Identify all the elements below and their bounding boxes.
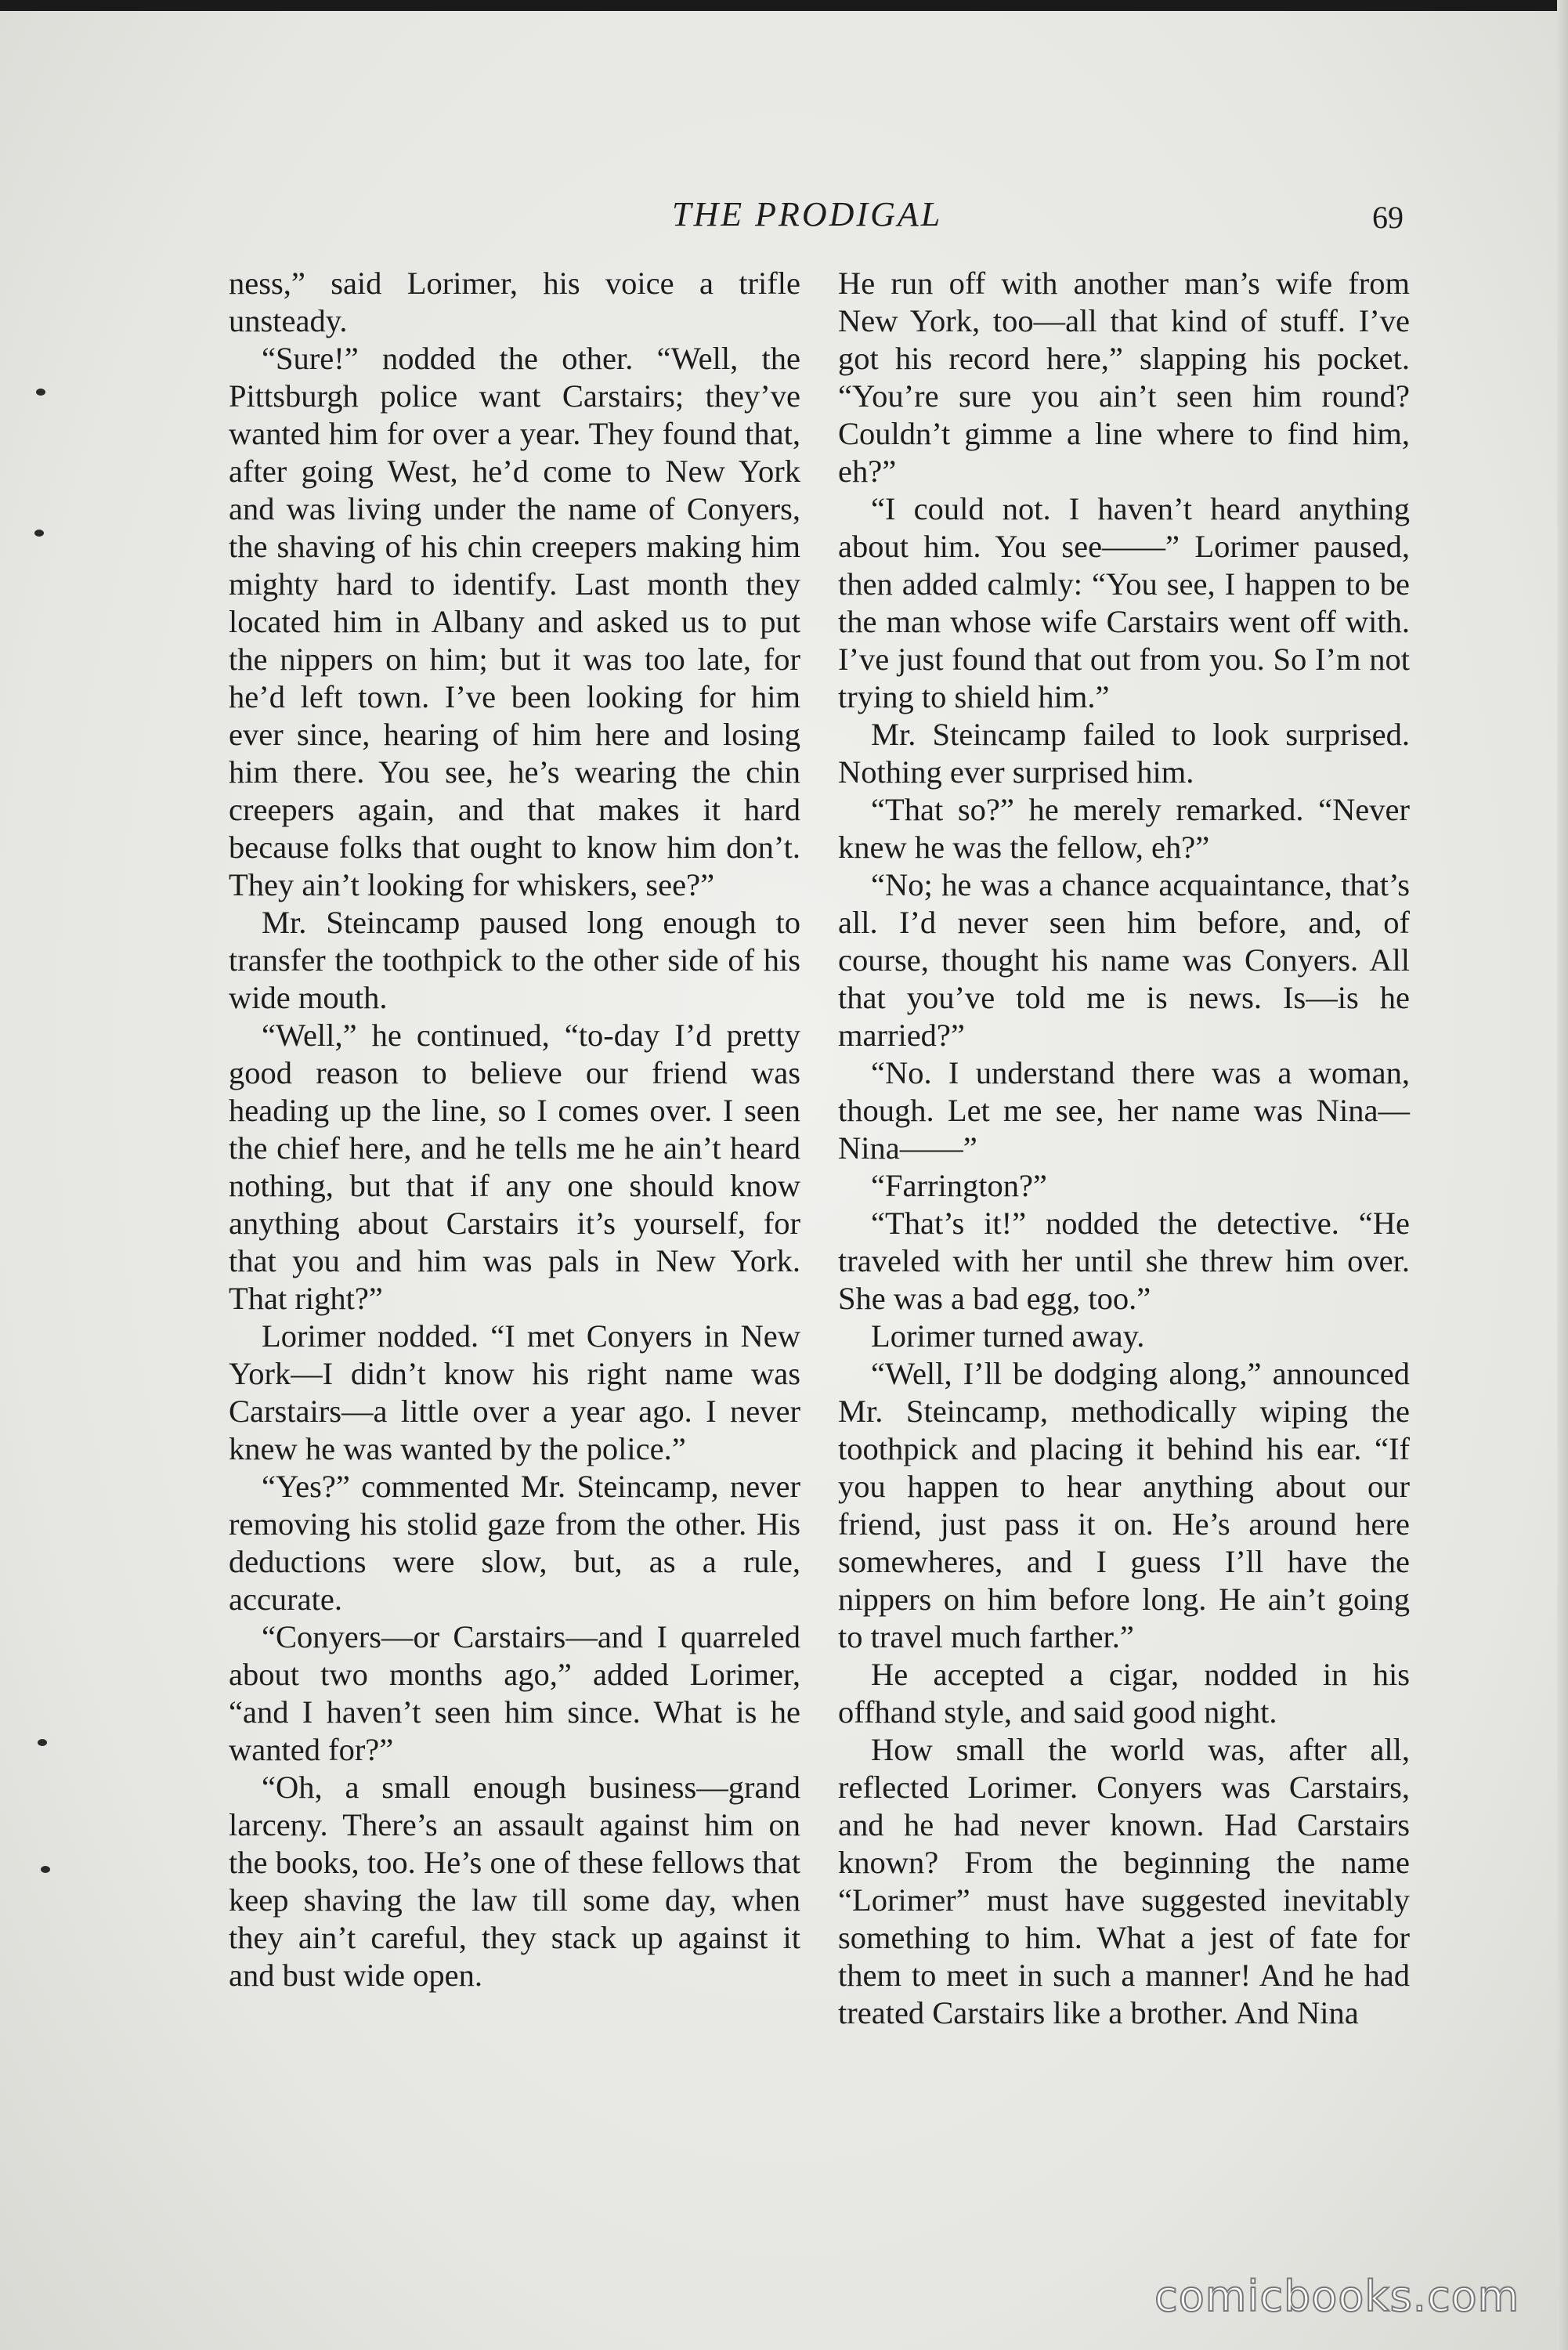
paragraph: Mr. Steincamp failed to look surprised. Nothing ever surprised him.	[838, 717, 1410, 790]
page-right-edge	[1557, 0, 1568, 2350]
paragraph: “No. I understand there was a woman, though. Let me see, her name was Nina—Nina——”	[838, 1055, 1410, 1166]
watermark-logo: comicbooks.com	[1154, 2272, 1520, 2321]
binding-hole-mark	[34, 530, 44, 537]
paragraph: “Farrington?”	[871, 1168, 1047, 1203]
paragraph: “That’s it!” nodded the detective. “He traveled with her until she threw him over. She was a bad egg, too.”	[838, 1206, 1410, 1316]
paragraph: He accepted a cigar, nodded in his offhand style, and said good night.	[838, 1657, 1410, 1730]
paragraph: How small the world was, after all, reflected Lorimer. Conyers was Carstairs, and he had never known. Had Carstairs known? From the beginning the name “Lorimer” must have suggested inevitably something to him. What a jest of fate for them to meet in such a manner! And he had treated Carstairs like a brother. And Nina	[838, 1732, 1410, 2030]
right-column	[838, 265, 1410, 2032]
paragraph: “Well,” he continued, “to-day I’d pretty good reason to believe our friend was heading up the line, so I comes over. I seen the chief here, and he tells me he ain’t heard nothing, but that if any one should know anything about Carstairs it’s yourself, for that you and him was pals in New York. That right?”	[229, 1018, 800, 1316]
paragraph: “Conyers—or Carstairs—and I quarreled about two months ago,” added Lorimer, “and I haven’t seen him since. What is he wanted for?”	[229, 1619, 800, 1767]
paragraph: “Well, I’ll be dodging along,” announced Mr. Steincamp, methodically wiping the toothpick and placing it behind his ear. “If you happen to hear anything about our friend, just pass it on. He’s around here somewheres, and I guess I’ll have the nippers on him before long. He ain’t going to travel much farther.”	[838, 1356, 1410, 1654]
binding-hole-mark	[36, 389, 45, 396]
paragraph: “Oh, a small enough business—grand larceny. There’s an assault against him on the books, too. He’s one of these fellows that keep shaving the law till some day, when they ain’t careful, they stack up against it and bust wide open.	[229, 1770, 800, 1993]
paragraph: “Yes?” commented Mr. Steincamp, never removing his stolid gaze from the other. His deductions were slow, but, as a rule, accurate.	[229, 1469, 800, 1617]
binding-hole-mark	[41, 1866, 50, 1873]
paragraph: Mr. Steincamp paused long enough to transfer the toothpick to the other side of his wide mouth.	[229, 905, 800, 1015]
paragraph: “Sure!” nodded the other. “Well, the Pittsburgh police want Carstairs; they’ve wanted him for over a year. They found that, after going West, he’d come to New York and was living under the name of Conyers, the shaving of his chin creepers making him mighty hard to identify. Last month they located him in Albany and asked us to put the nippers on him; but it was too late, for he’d left town. I’ve been looking for him ever since, hearing of him here and losing him there. You see, he’s wearing the chin creepers again, and that makes it hard because folks that ought to know him don’t. They ain’t looking for whiskers, see?”	[229, 341, 800, 902]
paragraph: ness,” said Lorimer, his voice a trifle unsteady.	[229, 266, 800, 338]
binding-hole-mark	[38, 1739, 47, 1746]
paragraph: “I could not. I haven’t heard anything about him. You see——” Lorimer paused, then added calmly: “You see, I happen to be the man whose wife Carstairs went off with. I’ve just found that out from you. So I’m not trying to shield him.”	[838, 491, 1410, 714]
left-column	[229, 265, 800, 1994]
paragraph: Lorimer turned away.	[871, 1318, 1145, 1354]
page-number: 69	[1372, 200, 1404, 235]
running-head	[0, 194, 1568, 241]
paragraph: Lorimer nodded. “I met Conyers in New York—I didn’t know his right name was Carstairs—a little over a year ago. I never knew he was wanted by the police.”	[229, 1318, 800, 1466]
scan-top-edge	[0, 0, 1568, 11]
paragraph: “That so?” he merely remarked. “Never knew he was the fellow, eh?”	[838, 792, 1410, 865]
paragraph: He run off with another man’s wife from New York, too—all that kind of stuff. I’ve got his record here,” slapping his pocket. “You’re sure you ain’t seen him round? Couldn’t gimme a line where to find him, eh?”	[838, 266, 1410, 489]
paragraph: “No; he was a chance acquaintance, that’s all. I’d never seen him before, and, of course, thought his name was Conyers. All that you’ve told me is news. Is—is he married?”	[838, 867, 1410, 1053]
running-title: THE PRODIGAL	[672, 195, 943, 233]
